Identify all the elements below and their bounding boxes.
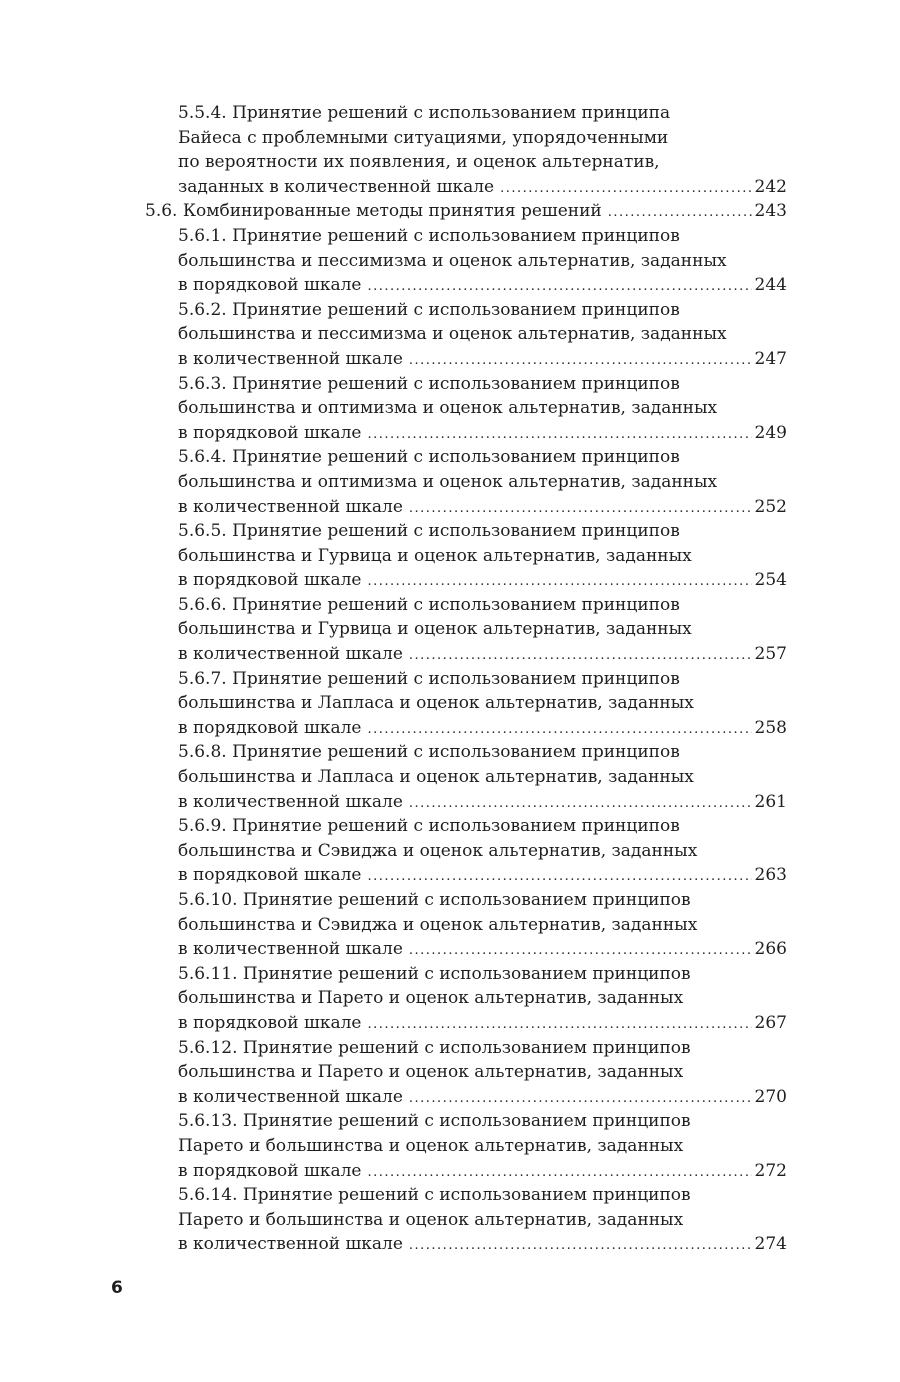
toc-entry-line: большинства и Лапласа и оценок альтернатив, заданных bbox=[178, 693, 694, 714]
toc-entry-line: 5.6.4. Принятие решений с использованием принципов bbox=[178, 447, 680, 468]
toc-entry-line: 5.5.4. Принятие решений с использованием принципа bbox=[178, 103, 671, 123]
dot-leader bbox=[500, 177, 751, 200]
toc-entry-line bbox=[178, 642, 787, 667]
toc-entry-line bbox=[178, 863, 787, 888]
toc-entry-title: в количественной шкале bbox=[178, 1086, 403, 1107]
toc-entry[interactable] bbox=[145, 888, 787, 962]
toc-page-number: 252 bbox=[754, 496, 787, 517]
toc-page-number: 249 bbox=[754, 422, 787, 443]
toc-entry-line bbox=[178, 1159, 787, 1184]
dot-leader bbox=[409, 792, 752, 815]
toc-entry[interactable] bbox=[145, 372, 787, 446]
toc-entry-line: большинства и оптимизма и оценок альтернатив, заданных bbox=[178, 398, 718, 419]
toc-entry-title: в количественной шкале bbox=[178, 348, 403, 369]
toc-entry[interactable] bbox=[145, 667, 787, 741]
toc-entry-line: большинства и Сэвиджа и оценок альтернатив, заданных bbox=[178, 914, 698, 935]
toc-entry-title: в количественной шкале bbox=[178, 939, 403, 960]
toc-entry-title: в порядковой шкале bbox=[178, 275, 362, 296]
toc-entry-line: большинства и Гурвица и оценок альтернатив, заданных bbox=[178, 619, 692, 640]
toc-entry-line: большинства и Сэвиджа и оценок альтернатив, заданных bbox=[178, 840, 698, 861]
page-number: 6 bbox=[111, 1278, 123, 1298]
toc-entry-line: большинства и Парето и оценок альтернатив, заданных bbox=[178, 988, 684, 1009]
toc-entry-line: 5.6.13. Принятие решений с использованием принципов bbox=[178, 1111, 691, 1132]
toc-entry[interactable] bbox=[145, 298, 787, 372]
toc-entry[interactable] bbox=[145, 224, 787, 298]
toc-entry-line: 5.6.9. Принятие решений с использованием принципов bbox=[178, 816, 680, 837]
dot-leader bbox=[367, 1161, 751, 1184]
toc-entry-line: большинства и Парето и оценок альтернатив, заданных bbox=[178, 1062, 684, 1083]
dot-leader bbox=[608, 201, 752, 224]
toc-entry[interactable] bbox=[145, 1109, 787, 1183]
toc-entry-title: в порядковой шкале bbox=[178, 717, 362, 738]
toc-page-number: 258 bbox=[754, 717, 787, 738]
toc-entry[interactable] bbox=[145, 1036, 787, 1110]
toc-entry-line: 5.6.12. Принятие решений с использованием принципов bbox=[178, 1037, 691, 1058]
toc-entry-title: в количественной шкале bbox=[178, 644, 403, 665]
toc-entry[interactable] bbox=[145, 199, 787, 224]
toc-entry-title: в количественной шкале bbox=[178, 496, 403, 517]
toc-entry[interactable] bbox=[145, 445, 787, 519]
toc-entry-line bbox=[178, 568, 787, 593]
toc-entry-line bbox=[178, 347, 787, 372]
dot-leader bbox=[409, 1087, 752, 1110]
toc-page-number: 263 bbox=[754, 865, 787, 886]
toc-page-number: 270 bbox=[754, 1086, 787, 1107]
toc-entry-line: большинства и пессимизма и оценок альтернатив, заданных bbox=[178, 324, 727, 345]
toc-entry-line: Байеса с проблемными ситуациями, упорядоченными bbox=[178, 127, 669, 148]
toc-entry-title: в порядковой шкале bbox=[178, 1012, 362, 1033]
dot-leader bbox=[409, 644, 752, 667]
toc-entry[interactable] bbox=[145, 519, 787, 593]
toc-entry[interactable] bbox=[145, 962, 787, 1036]
toc-page-number: 261 bbox=[754, 791, 787, 812]
toc-entry-title: в порядковой шкале bbox=[178, 1160, 362, 1181]
toc-page-number: 242 bbox=[754, 176, 787, 197]
toc-entry-title: в количественной шкале bbox=[178, 791, 403, 812]
toc-entry-line bbox=[178, 937, 787, 962]
toc-entry-line bbox=[178, 421, 787, 446]
toc-page-number: 274 bbox=[754, 1234, 787, 1255]
dot-leader bbox=[367, 865, 751, 888]
toc-page-number: 247 bbox=[754, 348, 787, 369]
toc-entry-line bbox=[178, 495, 787, 520]
toc-entry-line: 5.6.7. Принятие решений с использованием принципов bbox=[178, 668, 680, 689]
toc-entry[interactable] bbox=[145, 740, 787, 814]
toc-entry-line: 5.6.11. Принятие решений с использованием принципов bbox=[178, 963, 691, 984]
dot-leader bbox=[367, 718, 751, 741]
dot-leader bbox=[367, 1013, 751, 1036]
toc-entry-line: 5.6.8. Принятие решений с использованием принципов bbox=[178, 742, 680, 763]
toc-entry-line: большинства и пессимизма и оценок альтернатив, заданных bbox=[178, 250, 727, 271]
toc-page-number: 267 bbox=[754, 1012, 787, 1033]
toc-entry-line: 5.6.10. Принятие решений с использованием принципов bbox=[178, 890, 691, 910]
toc-entry-line bbox=[145, 199, 787, 224]
dot-leader bbox=[409, 349, 752, 372]
dot-leader bbox=[367, 423, 751, 446]
toc-page-number: 272 bbox=[754, 1160, 787, 1181]
toc-entry-title: заданных в количественной шкале bbox=[178, 176, 495, 197]
toc-entry-line bbox=[178, 273, 787, 298]
toc-entry-title: в порядковой шкале bbox=[178, 865, 362, 886]
toc-entry-line: большинства и Гурвица и оценок альтернатив, заданных bbox=[178, 545, 692, 566]
toc-entry-line: 5.6.1. Принятие решений с использованием принципов bbox=[178, 225, 680, 246]
toc-entry-title: в порядковой шкале bbox=[178, 570, 362, 591]
toc-entry-line bbox=[178, 716, 787, 741]
toc-entry-line bbox=[178, 790, 787, 815]
toc-page-number: 254 bbox=[754, 570, 787, 591]
toc-page-number: 243 bbox=[754, 201, 787, 222]
toc-entry-line: 5.6.6. Принятие решений с использованием принципов bbox=[178, 594, 680, 615]
toc-entry-line: большинства и оптимизма и оценок альтернатив, заданных bbox=[178, 471, 718, 492]
dot-leader bbox=[367, 570, 751, 593]
dot-leader bbox=[409, 497, 752, 520]
toc-entry-line: 5.6.2. Принятие решений с использованием принципов bbox=[178, 299, 680, 320]
toc-page-number: 266 bbox=[754, 939, 787, 960]
toc-entry-line: 5.6.5. Принятие решений с использованием принципов bbox=[178, 521, 680, 542]
toc-entry-line: Парето и большинства и оценок альтернатив, заданных bbox=[178, 1135, 684, 1156]
toc-entry-line bbox=[178, 1232, 787, 1257]
table-of-contents bbox=[145, 101, 787, 1257]
toc-entry-title: 5.6. Комбинированные методы принятия решений bbox=[145, 201, 602, 222]
toc-entry-line bbox=[178, 1011, 787, 1036]
dot-leader bbox=[409, 939, 752, 962]
toc-entry-title: в количественной шкале bbox=[178, 1234, 403, 1255]
toc-entry[interactable] bbox=[145, 814, 787, 888]
toc-entry-line: 5.6.14. Принятие решений с использованием принципов bbox=[178, 1185, 691, 1206]
toc-entry[interactable] bbox=[145, 101, 787, 199]
dot-leader bbox=[409, 1234, 752, 1257]
toc-entry-title: в порядковой шкале bbox=[178, 422, 362, 443]
toc-entry-line bbox=[178, 1085, 787, 1110]
toc-entry-line bbox=[178, 175, 787, 200]
toc-entry[interactable] bbox=[145, 593, 787, 667]
dot-leader bbox=[367, 275, 751, 298]
toc-page-number: 244 bbox=[754, 275, 787, 296]
toc-entry-line: большинства и Лапласа и оценок альтернатив, заданных bbox=[178, 767, 694, 788]
toc-entry-line: 5.6.3. Принятие решений с использованием принципов bbox=[178, 373, 680, 394]
toc-entry-line: Парето и большинства и оценок альтернатив, заданных bbox=[178, 1209, 684, 1230]
toc-entry[interactable] bbox=[145, 1183, 787, 1257]
toc-page-number: 257 bbox=[754, 644, 787, 665]
toc-entry-line: по вероятности их появления, и оценок альтернатив, bbox=[178, 152, 660, 173]
